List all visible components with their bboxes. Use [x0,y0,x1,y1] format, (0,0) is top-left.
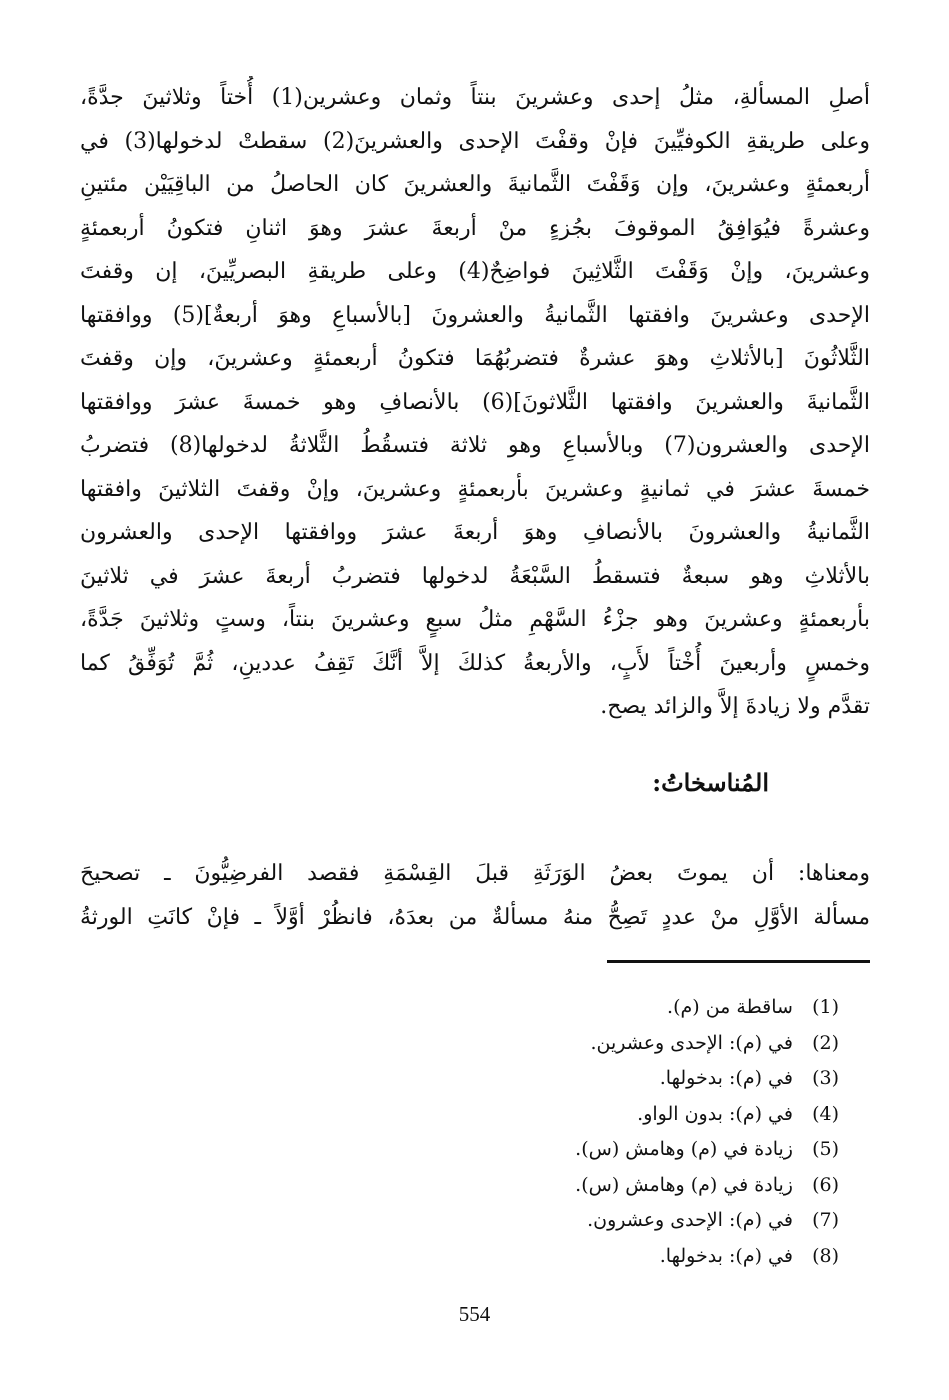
footnote-number: (4) [812,1102,839,1125]
footnote-text: في (م): بدخولها. [659,1244,793,1267]
footnote-item [575,1132,839,1168]
text-line: مسألة الأوَّلِ منْ عددٍ تَصِحُّ منهُ مسألةٌ من بعدَهُ، فانظُرْ أوَّلاً ـ فإنْ كانَتِ الورثةُ [80,904,870,930]
text-line: الإحدى والعشرون(7) وبالأسباعِ وهو ثلاثة فتسقُطُ الثَّلاثةُ لدخولها(8) فتضربُ [80,433,870,458]
footnote-item [575,1168,839,1204]
footnote-item [575,1061,839,1097]
footnote-divider [607,960,870,963]
text-line: وعشرةً فيُوَافِقُ الموقوفَ بجُزءٍ منْ أربعةَ عشرَ وهوَ اثنانِ فتكونُ أربعمئةٍ [80,215,870,241]
footnote-number: (7) [812,1209,839,1231]
text-line: وخمسٍ وأربعينَ أُخْتاً لأَبٍ، والأربعةُ كذلكَ إلاَّ أنَّكَ تَقِفُ عددينِ، ثُمَّ تُوَفِّقُ كما [80,650,870,676]
footnote-number: (1) [812,996,839,1018]
text-line: الإحدى وعشرينَ وافقتها الثَّمانيةُ والعشرونَ [بالأسباعِ وهوَ أربعةٌ](5) ووافقتها [80,302,870,328]
text-line: خمسةَ عشرَ في ثمانيةٍ وعشرينَ بأربعمئةٍ وعشرينَ، وإنْ وقفتَ الثلاثينَ وافقتها [80,476,870,502]
second-paragraph [80,852,870,939]
footnote-item [575,990,839,1026]
main-paragraph [80,76,870,729]
footnote-item [575,1239,839,1275]
footnote-item [575,1026,839,1062]
footnote-number: (6) [812,1173,839,1196]
footnote-text: في (م): الإحدى وعشرين. [590,1031,793,1054]
footnote-text: زيادة في (م) وهامش (س). [575,1173,793,1196]
text-line: الثَّلاثُونَ [بالأثلاثِ وهوَ عشرةٌ فتضربُهُمَا فتكونُ أربعمئةٍ وعشرينَ، وإن وقفتَ [80,346,870,371]
footnote-text: زيادة في (م) وهامش (س). [575,1138,793,1160]
text-line: أصلِ المسألةِ، مثلُ إحدى وعشرينَ بنتاً وثمان وعشرين(1) أُختاً وثلاثينَ جدَّةً، [80,85,870,110]
text-line: أربعمئةٍ وعشرينَ، وإن وَقَفْتَ الثَّمانيةَ والعشرينَ كان الحاصلُ من الباقِيَيْن مئتينِ [80,172,870,197]
footnote-text: في (م): الإحدى وعشرون. [587,1209,793,1231]
footnote-item [575,1097,839,1133]
text-line: تقدَّم ولا زيادةَ إلاَّ والزائد يصح. [600,694,870,719]
text-line: الثَّمانيةَ والعشرينَ وافقتها الثَّلاثونَ](6) بالأنصافِ وهو خمسةَ عشرَ ووافقتها [80,389,870,415]
footnote-item [575,1203,839,1239]
footnote-text: في (م): بدخولها. [659,1067,793,1089]
footnote-text: ساقطة من (م). [667,996,793,1018]
page-number: 554 [458,1302,491,1326]
text-line: الثَّمانيةُ والعشرونَ بالأنصافِ وهوَ أربعةَ عشرَ ووافقتها الإحدى والعشرون [80,520,870,545]
footnote-text: في (م): بدون الواو. [637,1102,793,1125]
footnote-number: (2) [812,1031,839,1054]
text-line: وعشرينَ، وإنْ وَقَفْتَ الثَّلاثِينَ فواضِحٌ(4) وعلى طريقةِ البصريِّينَ، إن وقفتَ [80,259,870,284]
footnotes-list [575,990,839,1274]
text-line: بأربعمئةٍ وعشرينَ وهو جزْءُ السَّهْمِ مثلُ سبعٍ وعشرينَ بنتاً، وستٍ وثلاثينَ جَدَّةً، [80,607,870,632]
footnote-number: (3) [812,1067,839,1089]
text-line: ومعناها: أن يموتَ بعضُ الوَرَثَةِ قبلَ القِسْمَةِ فقصد الفرضِيُّونَ ـ تصحيحَ [80,861,870,886]
text-line: بالأثلاثِ وهو سبعةٌ فتسقطُ السَّبْعَةُ لدخولها فتضربُ أربعةَ عشرَ في ثلاثينَ [80,563,870,589]
text-line: وعلى طريقةِ الكوفيِّينَ فإنْ وقفْتَ الإحدى والعشرينَ(2) سقطتْ لدخولها(3) في [80,128,870,154]
footnote-number: (8) [812,1244,839,1267]
footnote-number: (5) [812,1138,839,1160]
section-heading: المُناسخاتُ: [652,768,769,797]
